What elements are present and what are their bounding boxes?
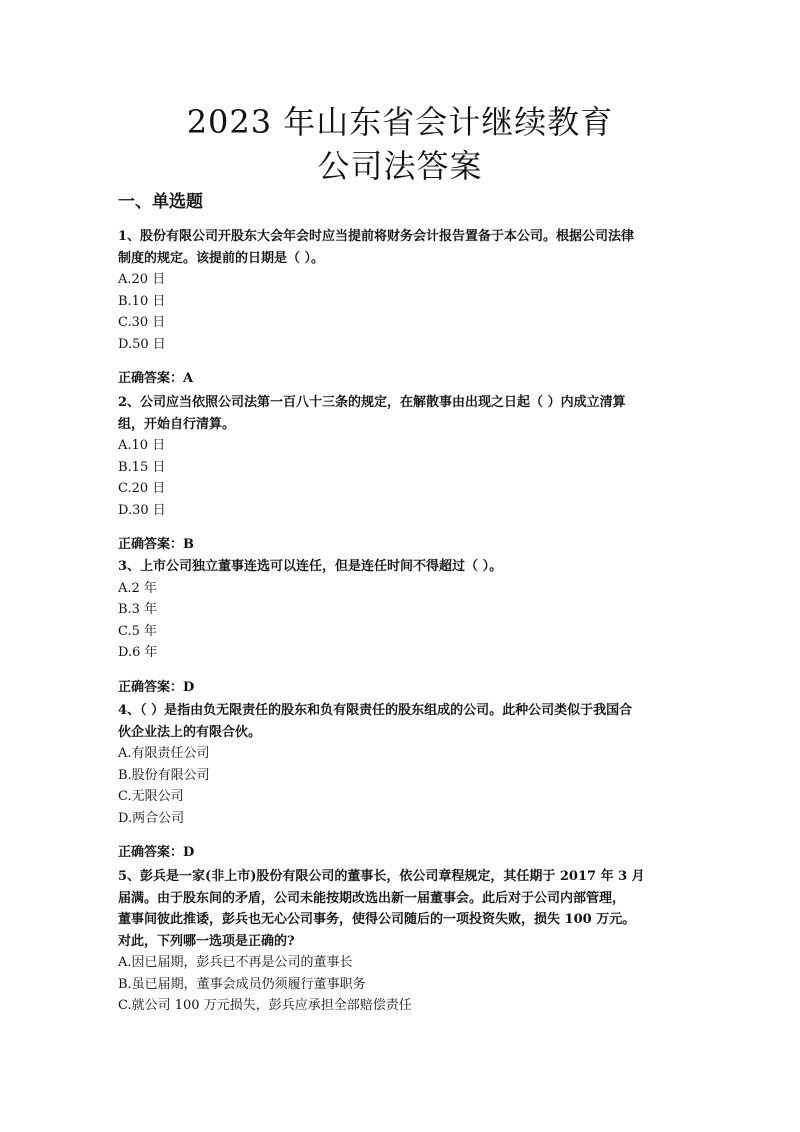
- option-c: C.30 日: [118, 315, 166, 330]
- correct-answer: 正确答案：A: [118, 371, 194, 386]
- option-a: A.20 日: [118, 272, 166, 287]
- question-stem-line: 4、（ ）是指由负无限责任的股东和负有限责任的股东组成的公司。此种公司类似于我国合: [118, 703, 633, 718]
- correct-answer: 正确答案：D: [118, 845, 195, 860]
- spacer: [118, 664, 698, 677]
- spacer: [118, 355, 698, 368]
- question-1: [118, 226, 698, 390]
- correct-answer: 正确答案：D: [118, 679, 195, 695]
- option-d: D.50 日: [118, 336, 166, 352]
- question-stem-line: 制度的规定。该提前的日期是（ ）。: [118, 250, 325, 266]
- question-stem-line: 3、上市公司独立董事连选可以连任，但是连任时间不得超过（ ）。: [118, 559, 503, 574]
- question-stem-line: 董事间彼此推诿，彭兵也无心公司事务，使得公司随后的一项投资失败，损失 100 万元。: [118, 912, 636, 927]
- option-d: D.两合公司: [118, 810, 185, 826]
- question-2: [118, 392, 698, 556]
- correct-answer: 正确答案：B: [118, 537, 194, 552]
- option-b: B.15 日: [118, 459, 166, 475]
- question-stem-line: 伙企业法上的有限合伙。: [118, 724, 262, 740]
- option-b: B.10 日: [118, 293, 166, 309]
- section-heading: 一、单选题: [118, 192, 203, 212]
- question-stem-line: 5、彭兵是一家(非上市)股份有限公司的董事长，依公司章程规定，其任期于 2017 年 3 月: [118, 869, 645, 884]
- question-5: [118, 866, 698, 1017]
- spacer: [118, 521, 698, 534]
- option-d: D.30 日: [118, 502, 166, 518]
- question-stem-line: 2、公司应当依照公司法第一百八十三条的规定，在解散事由出现之日起（ ）内成立清算: [118, 395, 626, 410]
- document-title-line-2: 公司法答案: [317, 147, 483, 185]
- option-a: A.10 日: [118, 438, 166, 453]
- option-a: A.因已届期，彭兵已不再是公司的董事长: [118, 955, 353, 970]
- question-stem-line: 组，开始自行清算。: [118, 416, 236, 432]
- question-stem-line: 对此，下列哪一选项是正确的?: [118, 933, 295, 949]
- question-3: [118, 556, 698, 698]
- spacer: [118, 829, 698, 842]
- option-a: A.2 年: [118, 580, 157, 596]
- document-title-line-1: 2023 年山东省会计继续教育: [186, 103, 614, 141]
- question-4: [118, 700, 698, 864]
- option-d: D.6 年: [118, 645, 158, 660]
- option-b: B.3 年: [118, 602, 158, 617]
- option-c: C.20 日: [118, 481, 166, 496]
- question-stem-line: 1、股份有限公司开股东大会年会时应当提前将财务会计报告置备于本公司。根据公司法律: [118, 229, 635, 244]
- option-c: C.就公司 100 万元损失，彭兵应承担全部赔偿责任: [118, 998, 412, 1013]
- option-b: B.虽已届期，董事会成员仍须履行董事职务: [118, 976, 366, 992]
- question-stem-line: 届满。由于股东间的矛盾，公司未能按期改选出新一届董事会。此后对于公司内部管理，: [118, 890, 626, 906]
- option-c: C.无限公司: [118, 789, 184, 804]
- option-b: B.股份有限公司: [118, 767, 210, 783]
- option-a: A.有限责任公司: [118, 746, 210, 761]
- option-c: C.5 年: [118, 623, 158, 639]
